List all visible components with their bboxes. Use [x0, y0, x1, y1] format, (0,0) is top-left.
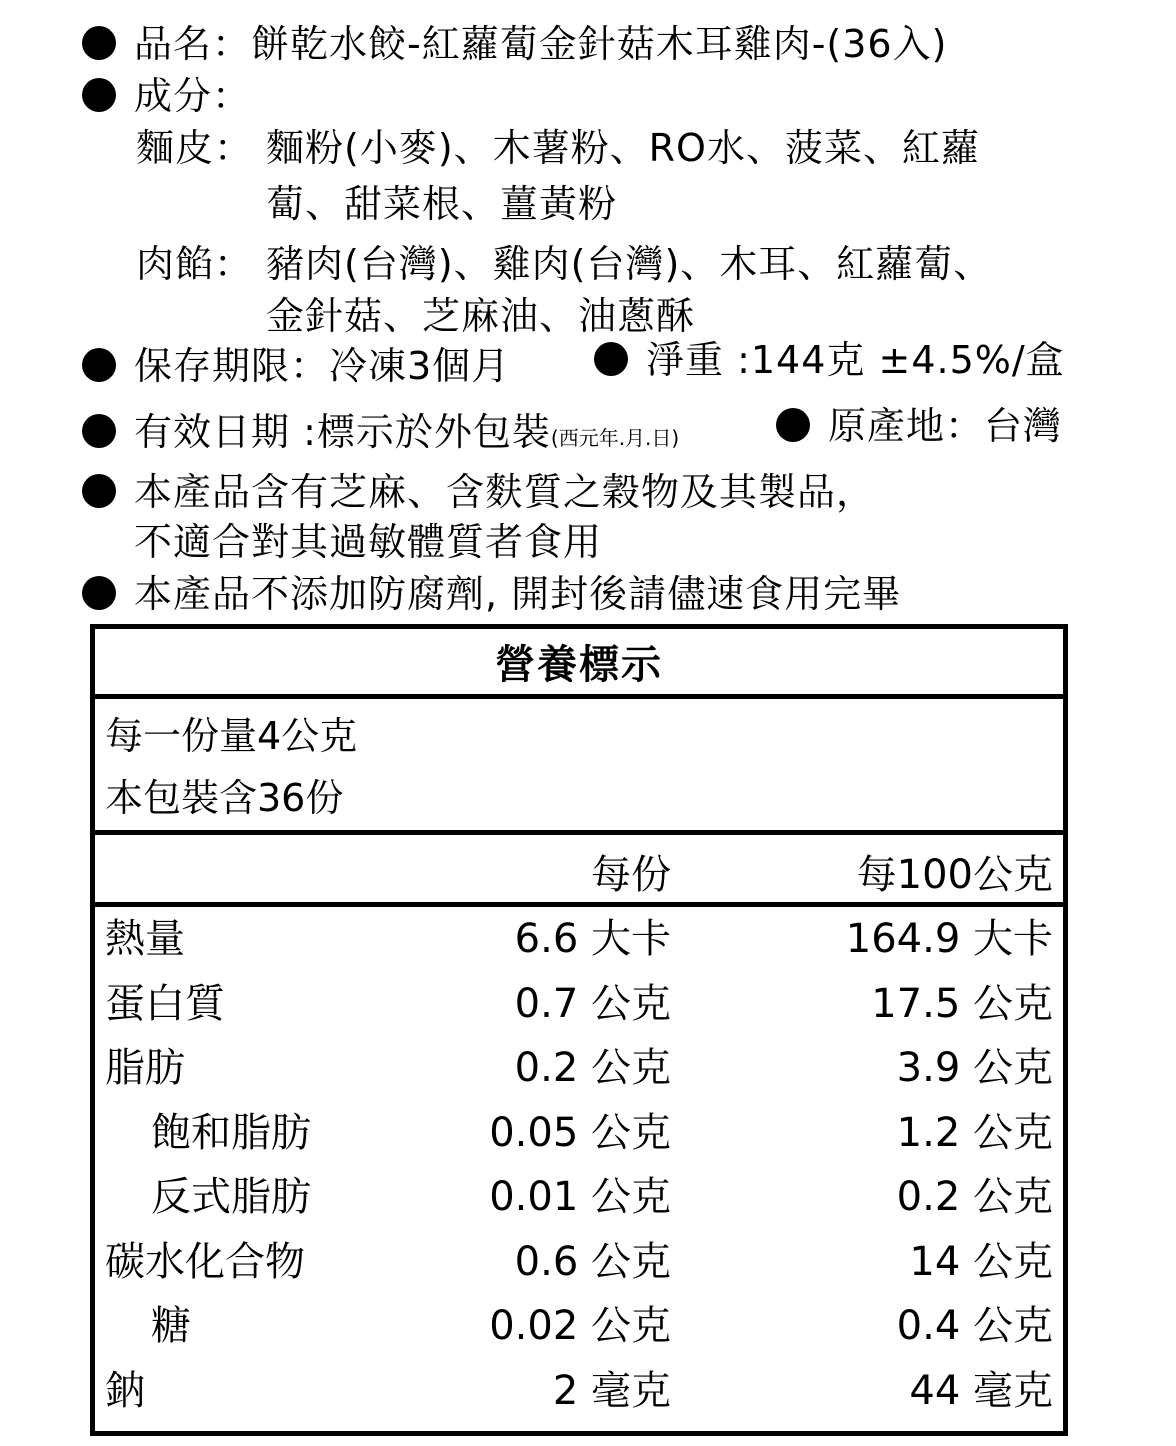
nutrient-name: 碳水化合物 — [105, 1238, 305, 1285]
per-100g-value: 44 毫克 — [909, 1367, 1053, 1414]
preservative-notice: 本產品不添加防腐劑, 開封後請儘速食用完畢 — [134, 572, 902, 616]
per-serving-value: 0.2 公克 — [514, 1045, 671, 1091]
preservative-line — [82, 570, 901, 618]
product-name-line — [82, 20, 947, 68]
per-serving-value: 6.6 大卡 — [514, 916, 671, 962]
per-serving-value: 0.05 公克 — [489, 1109, 671, 1156]
allergen-text-line2: 不適合對其過敏體質者食用 — [134, 520, 603, 564]
bullet-icon — [82, 78, 116, 112]
allergen-line — [82, 468, 875, 516]
filling-ingredients-line1: 豬肉(台灣)、雞肉(台灣)、木耳、紅蘿蔔、 — [266, 242, 993, 286]
origin: 原產地：台灣 — [828, 404, 1063, 448]
serving-info — [95, 699, 1063, 835]
wrapper-label: 麵皮： — [136, 126, 254, 170]
nutrition-rows — [95, 907, 1063, 1423]
expiry-label: 有效日期 :標示於外包裝 — [134, 410, 551, 454]
per-100g-value: 3.9 公克 — [896, 1045, 1053, 1091]
nutrient-name: 反式脂肪 — [151, 1174, 311, 1220]
bullet-icon — [594, 342, 628, 376]
table-row — [95, 907, 1063, 972]
per-100g-value: 0.4 公克 — [896, 1303, 1053, 1349]
nutrient-name: 鈉 — [105, 1367, 145, 1414]
per-100g-value: 164.9 大卡 — [845, 916, 1053, 962]
servings-per-pack: 本包裝含36份 — [105, 776, 344, 820]
per-serving-value: 0.7 公克 — [514, 980, 671, 1027]
bullet-icon — [82, 474, 116, 508]
nutrient-name: 糖 — [151, 1303, 191, 1349]
nutrition-header-row — [95, 835, 1063, 907]
nutrition-table — [90, 624, 1068, 1436]
nutrient-name: 蛋白質 — [105, 980, 225, 1027]
expiry-format: (西元年.月.日) — [550, 426, 680, 450]
serving-size: 每一份量4公克 — [105, 714, 358, 758]
header-per-serving: 每份 — [591, 852, 671, 898]
table-row — [95, 1036, 1063, 1101]
shelf-life-line — [82, 342, 510, 390]
origin-line — [776, 402, 1062, 450]
bullet-icon — [82, 348, 116, 382]
table-row — [95, 972, 1063, 1037]
nutrition-title: 營養標示 — [95, 629, 1063, 699]
wrapper-ingredients-line1: 麵粉(小麥)、木薯粉、RO水、菠菜、紅蘿 — [266, 126, 980, 170]
table-row — [95, 1101, 1063, 1166]
nutrient-name: 熱量 — [105, 916, 185, 962]
ingredients-heading-line — [82, 72, 251, 120]
table-row — [95, 1294, 1063, 1359]
shelf-life: 保存期限：冷凍3個月 — [134, 344, 511, 388]
table-row — [95, 1359, 1063, 1424]
per-serving-value: 2 毫克 — [552, 1367, 671, 1414]
filling-label: 肉餡： — [136, 242, 254, 286]
net-weight-line — [594, 336, 1065, 384]
bullet-icon — [82, 414, 116, 448]
nutrient-name: 飽和脂肪 — [151, 1109, 311, 1156]
net-weight: 淨重 :144克 ±4.5%/盒 — [646, 338, 1065, 382]
per-100g-value: 1.2 公克 — [896, 1109, 1053, 1156]
ingredients-label: 成分： — [134, 74, 252, 118]
bullet-icon — [82, 576, 116, 610]
wrapper-ingredients-line2: 蔔、甜菜根、薑黃粉 — [266, 182, 618, 226]
table-row — [95, 1230, 1063, 1295]
expiry-line — [82, 408, 679, 462]
allergen-text-line1: 本產品含有芝麻、含麩質之穀物及其製品， — [134, 470, 876, 514]
bullet-icon — [82, 26, 116, 60]
nutrient-name: 脂肪 — [105, 1045, 185, 1091]
per-serving-value: 0.01 公克 — [489, 1174, 671, 1220]
per-serving-value: 0.02 公克 — [489, 1303, 671, 1349]
per-100g-value: 17.5 公克 — [871, 980, 1053, 1027]
per-100g-value: 14 公克 — [909, 1238, 1053, 1285]
per-serving-value: 0.6 公克 — [514, 1238, 671, 1285]
product-name: 品名：餅乾水餃-紅蘿蔔金針菇木耳雞肉-(36入) — [134, 22, 948, 66]
filling-ingredients-line2: 金針菇、芝麻油、油蔥酥 — [266, 294, 696, 338]
table-row — [95, 1165, 1063, 1230]
header-per-100g: 每100公克 — [856, 852, 1053, 898]
bullet-icon — [776, 408, 810, 442]
per-100g-value: 0.2 公克 — [896, 1174, 1053, 1220]
